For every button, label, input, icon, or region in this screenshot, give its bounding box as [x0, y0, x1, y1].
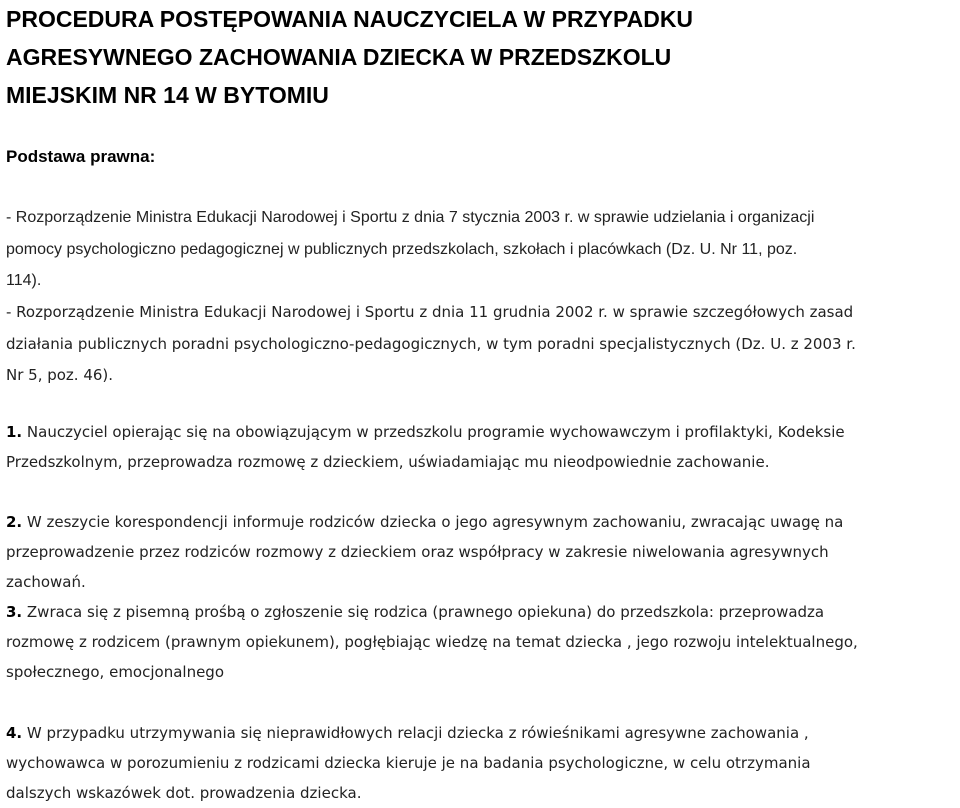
point-4-number: 4. — [6, 724, 23, 742]
legal-basis-item-1-line-1: - Rozporządzenie Ministra Edukacji Narodowej i Sportu z dnia 7 stycznia 2003 r. w sprawie udzielania i organizacji — [6, 209, 815, 226]
legal-basis-item-2 — [6, 297, 956, 392]
legal-basis-item-1-line-3: 114). — [6, 272, 42, 289]
title-line-3: MIEJSKIM NR 14 W BYTOMIU — [6, 82, 329, 108]
point-3-text-1: Zwraca się z pisemną prośbą o zgłoszenie się rodzica (prawnego opiekuna) do przedszkola: przeprowadza — [22, 603, 825, 621]
point-3-line-3: społecznego, emocjonalnego — [6, 663, 225, 681]
legal-basis-item-2-line-3: Nr 5, poz. 46). — [6, 366, 114, 384]
point-4-text-1: W przypadku utrzymywania się nieprawidłowych relacji dziecka z rówieśnikami agresywne zachowania , — [22, 724, 809, 742]
point-1-line-1 — [6, 417, 956, 447]
legal-basis-item-2-line-2: działania publicznych poradni psychologiczno-pedagogicznych, w tym poradni specjalistycznych (Dz. U. z 2003 r. — [6, 334, 856, 353]
legal-basis-heading: Podstawa prawna: — [6, 147, 156, 166]
title-line-1: PROCEDURA POSTĘPOWANIA NAUCZYCIELA W PRZYPADKU — [6, 6, 694, 32]
point-3-line-1 — [6, 597, 956, 627]
point-1-text-1: Nauczyciel opierając się na obowiązującym w przedszkolu programie wychowawczym i profilaktyki, Kodeksie — [22, 423, 845, 441]
point-2-text-1: W zeszycie korespondencji informuje rodziców dziecka o jego agresywnym zachowaniu, zwracając uwagę na — [22, 513, 844, 531]
point-4-line-2: wychowawca w porozumieniu z rodzicami dziecka kieruje je na badania psychologiczne, w celu otrzymania — [6, 754, 811, 772]
procedure-point-4 — [6, 718, 956, 808]
point-1-line-2: Przedszkolnym, przeprowadza rozmowę z dzieckiem, uświadamiając mu nieodpowiednie zachowanie. — [6, 453, 770, 471]
legal-basis-item-1-line-2: pomocy psychologiczno pedagogicznej w publicznych przedszkolach, szkołach i placówkach (Dz. U. Nr 11, poz. — [6, 240, 798, 258]
point-2-line-2: przeprowadzenie przez rodziców rozmowy z dzieckiem oraz współpracy w zakresie niwelowania agresywnych — [6, 543, 829, 561]
procedure-point-2 — [6, 507, 956, 597]
point-3-line-2: rozmowę z rodzicem (prawnym opiekunem), pogłębiając wiedzę na temat dziecka , jego rozwoju intelektualnego, — [6, 633, 858, 651]
legal-basis-item-2-line-1: - Rozporządzenie Ministra Edukacji Narodowej i Sportu z dnia 11 grudnia 2002 r. w sprawie szczegółowych zasad — [6, 303, 854, 321]
point-2-line-3: zachowań. — [6, 573, 86, 591]
point-2-line-1 — [6, 507, 956, 537]
procedure-point-3 — [6, 597, 956, 687]
point-4-line-3: dalszych wskazówek dot. prowadzenia dziecka. — [6, 784, 362, 802]
procedure-point-1 — [6, 417, 956, 477]
legal-basis-item-1 — [6, 202, 956, 297]
point-2-number: 2. — [6, 513, 23, 531]
point-4-line-1 — [6, 718, 956, 748]
point-1-number: 1. — [6, 423, 23, 441]
document-title — [6, 0, 954, 114]
title-line-2: AGRESYWNEGO ZACHOWANIA DZIECKA W PRZEDSZKOLU — [6, 44, 672, 70]
point-3-number: 3. — [6, 603, 23, 621]
